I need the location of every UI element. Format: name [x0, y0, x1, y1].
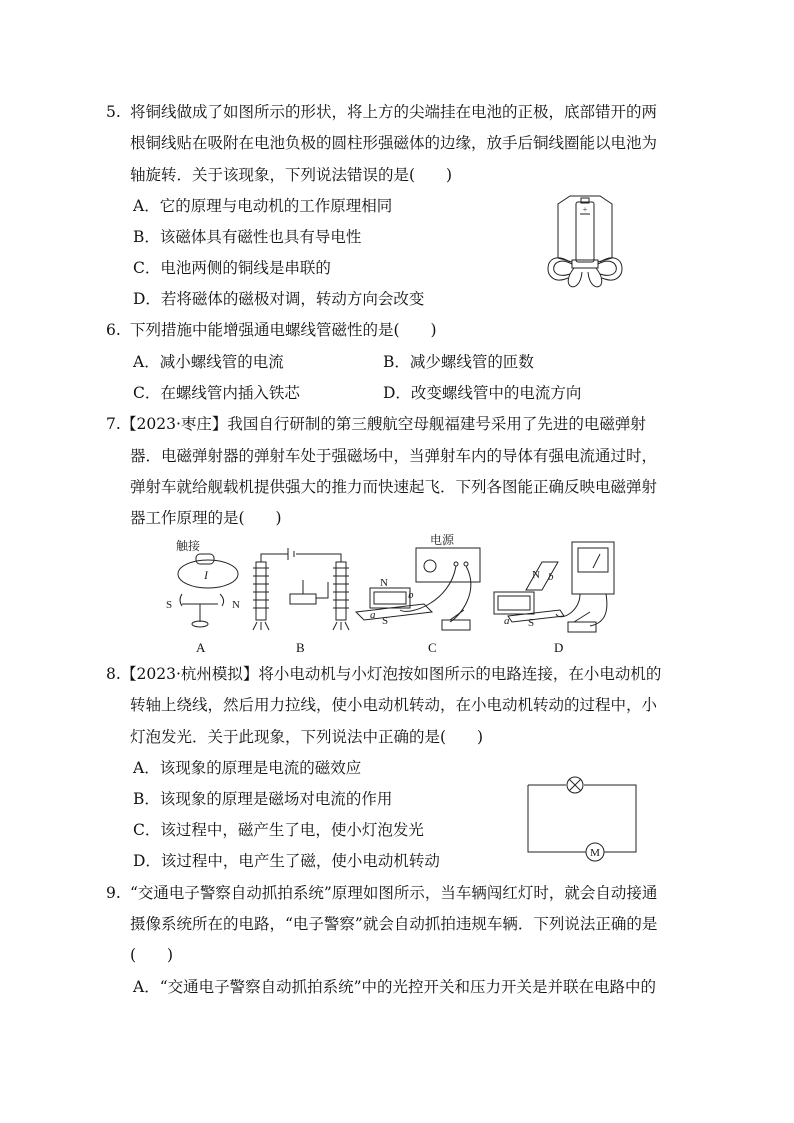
q7-fig-d-b-label: b: [548, 571, 554, 583]
q6-option-c: C．在螺线管内插入铁芯: [133, 384, 300, 402]
q6-option-a: A．减小螺线管的电流: [133, 353, 284, 371]
q8-option-c: C．该过程中，磁产生了电，使小灯泡发光: [133, 821, 424, 839]
q7-fig-c-power-label: 电源: [430, 533, 455, 547]
q7-fig-a-n-label: N: [232, 599, 240, 611]
q7-fig-c-b-label: b: [408, 589, 414, 601]
q7-choice-b: B: [296, 640, 305, 655]
q5-option-a: A．它的原理与电动机的工作原理相同: [133, 197, 393, 215]
q8-option-b: B．该现象的原理是磁场对电流的作用: [133, 790, 393, 808]
motor-label: M: [590, 847, 600, 859]
q8-number: 8.: [106, 665, 121, 683]
q6-stem-line-1: 下列措施中能增强通电螺线管磁性的是( ): [130, 321, 437, 339]
q6-number: 6.: [106, 321, 121, 339]
q7-fig-c-s-label: S: [382, 615, 389, 627]
q7-fig-a-current-label: I: [204, 568, 208, 582]
q7-stem-line-3: 弹射车就给舰载机提供强大的推力而快速起飞．下列各图能正确反映电磁弹射: [130, 478, 658, 496]
q5-stem-line-1: 将铜线做成了如图所示的形状，将上方的尖端挂在电池的正极，底部错开的两: [130, 103, 658, 121]
q7-fig-a-s-label: S: [166, 599, 173, 611]
q7-fig-d-s-label: S: [528, 617, 535, 629]
q8-stem-line-3: 灯泡发光．关于此现象，下列说法中正确的是( ): [130, 728, 484, 746]
q7-stem-line-2: 器．电磁弹射器的弹射车处于强磁场中，当弹射车内的导体有强电流通过时，: [130, 447, 658, 465]
q9-stem-line-3: ( ): [130, 946, 174, 964]
q8-option-a: A．该现象的原理是电流的磁效应: [133, 759, 362, 777]
q9-stem-line-1: “交通电子警察自动抓拍系统”原理如图所示，当车辆闯红灯时，就会自动接通: [130, 884, 658, 902]
q7-stem-line-1: 【2023·枣庄】我国自行研制的第三艘航空母舰福建号采用了先进的电磁弹射: [121, 415, 646, 433]
q5-option-c: C．电池两侧的铜线是串联的: [133, 259, 331, 277]
q7-choice-a: A: [196, 640, 206, 655]
svg-text:+: +: [582, 205, 588, 214]
q9-number: 9.: [106, 884, 121, 902]
q9-stem-line-2: 摄像系统所在的电路，“电子警察”就会自动抓拍违规车辆．下列说法正确的是: [130, 915, 658, 933]
q8-option-d: D．该过程中，电产生了磁，使小电动机转动: [133, 852, 440, 870]
q8-stem-line-2: 转轴上绕线，然后用力拉线，使小电动机转动，在小电动机转动的过程中，小: [130, 696, 658, 714]
q9-option-a: A．“交通电子警察自动抓拍系统”中的光控开关和压力开关是并联在电路中的: [133, 978, 657, 996]
q5-option-b: B．该磁体具有磁性也具有导电性: [133, 228, 362, 246]
q7-choice-c: C: [428, 640, 437, 655]
q7-fig-d-n-label: N: [532, 569, 540, 581]
q5-stem-line-3: 轴旋转．关于该现象，下列说法错误的是( ): [130, 166, 453, 184]
q8-circuit-figure: [524, 772, 640, 864]
q7-figures: [160, 532, 620, 656]
q5-number: 5.: [106, 103, 121, 121]
q7-fig-c-a-label: a: [370, 609, 376, 621]
q5-option-d: D．若将磁体的磁极对调，转动方向会改变: [133, 290, 425, 308]
q7-fig-d-a-label: a: [504, 615, 510, 627]
q7-number: 7.: [106, 415, 121, 433]
q7-fig-c-n-label: N: [380, 577, 388, 589]
q7-fig-a-contact-label: 触接: [176, 539, 201, 553]
q7-choice-d: D: [554, 640, 564, 655]
q5-battery-magnet-figure: [540, 192, 630, 300]
q8-stem-line-1: 【2023·杭州模拟】将小电动机与小灯泡按如图所示的电路连接，在小电动机的: [121, 665, 662, 683]
q6-option-d: D．改变螺线管中的电流方向: [383, 384, 582, 402]
q7-stem-line-4: 器工作原理的是( ): [130, 509, 282, 527]
q6-option-b: B．减少螺线管的匝数: [383, 353, 534, 371]
q5-stem-line-2: 根铜线贴在吸附在电池负极的圆柱形强磁体的边缘，放手后铜线圈能以电池为: [130, 134, 658, 152]
